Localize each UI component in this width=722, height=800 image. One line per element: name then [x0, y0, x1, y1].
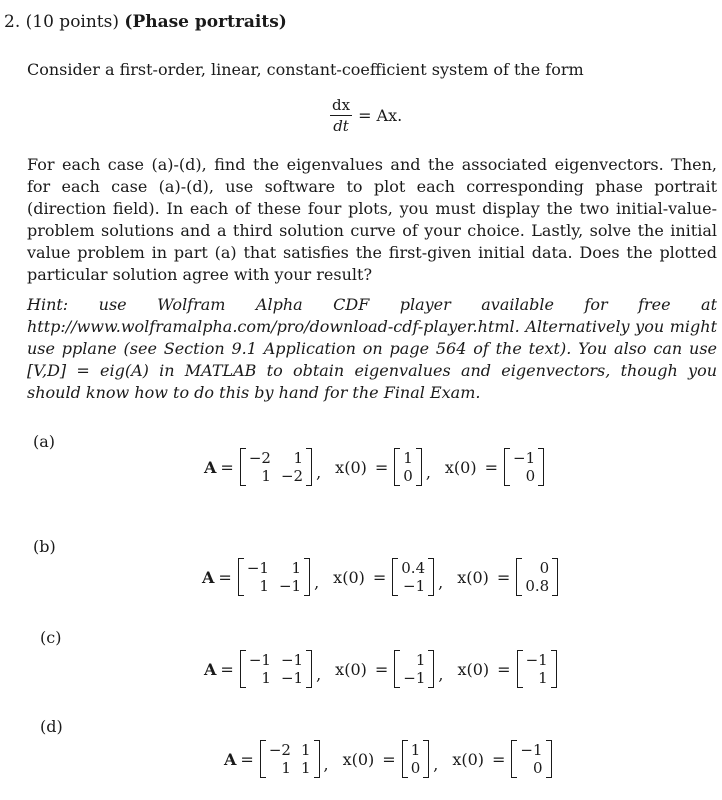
comma: ,	[438, 665, 444, 684]
hint-paragraph: Hint: use Wolfram Alpha CDF player available for free at http://www.wolframalpha.com/pro/download-cdf-player.html. Alternatively you might use pplane (see Section 9.1 Application on page 564 of the text). You also can use [V,D] = eig(A) in MATLAB to obtain eigenvalues and eigenvectors, though you should know how to do this by hand for the Final Exam.	[27, 295, 717, 402]
matrix-entry: −1	[246, 559, 269, 577]
matrix-entry: 1	[300, 759, 311, 777]
initial-vector-1	[392, 558, 434, 596]
system-formula	[330, 96, 402, 135]
equals-sign: =	[220, 457, 234, 477]
comma: ,	[438, 573, 444, 592]
matrix-entry: 1	[291, 559, 302, 577]
vector-entry: 0.8	[525, 577, 550, 595]
equals-sign: =	[382, 749, 396, 769]
equals-sign: =	[372, 567, 387, 587]
vector-entry: −1	[525, 651, 548, 669]
initial-value-symbol: x(0)	[444, 457, 477, 477]
vector-entry: 1	[415, 651, 426, 669]
initial-value-symbol: x(0)	[333, 567, 365, 587]
equals-sign: =	[374, 457, 389, 477]
equals-sign: =	[497, 659, 511, 679]
comma: ,	[323, 755, 329, 774]
equals-sign: =	[218, 567, 232, 587]
case-label-c: (c)	[40, 628, 62, 647]
fraction-numerator: dx	[332, 96, 351, 114]
vector-entry: 0	[533, 759, 543, 777]
equals-sign: =	[492, 749, 506, 769]
case-label-b: (b)	[33, 537, 56, 556]
matrix-symbol: A	[204, 457, 217, 477]
matrix-a	[240, 650, 312, 688]
matrix-entry: 1	[281, 759, 291, 777]
comma: ,	[433, 755, 439, 774]
matrix-symbol: A	[202, 567, 215, 587]
initial-value-symbol: x(0)	[335, 457, 367, 477]
case-label-d: (d)	[40, 717, 63, 736]
comma: ,	[314, 573, 320, 592]
matrix-entry: 1	[261, 669, 271, 687]
equals-sign: =	[374, 659, 389, 679]
matrix-entry: −1	[248, 651, 271, 669]
case-c-equations	[204, 650, 557, 688]
problem-heading	[4, 12, 287, 32]
equals-sign: =	[496, 567, 511, 587]
equals-sign: =	[220, 659, 234, 679]
instructions-paragraph: For each case (a)-(d), find the eigenvalues and the associated eigenvectors. Then, for each case (a)-(d), use software to plot each corresponding phase portrait (direction field). In each of these four plots, you must display the two initial-value-problem solutions and a third solution curve of your choice. Lastly, solve the initial value problem in part (a) that satisfies the first-given initial data. Does the plotted particular solution agree with your result?	[27, 155, 717, 284]
vector-entry: 1	[538, 669, 548, 687]
matrix-entry: 1	[300, 741, 311, 759]
comma: ,	[425, 463, 431, 482]
vector-entry: 0	[410, 759, 421, 777]
comma: ,	[316, 463, 322, 482]
initial-vector-1	[394, 448, 422, 486]
matrix-entry: 1	[293, 449, 304, 467]
matrix-entry: −1	[278, 577, 302, 595]
initial-value-symbol: x(0)	[457, 567, 489, 587]
matrix-entry: 1	[261, 467, 271, 485]
equals-sign: =	[240, 749, 254, 769]
equals-sign: =	[484, 457, 498, 477]
matrix-a	[238, 558, 310, 596]
vector-entry: 1	[410, 741, 421, 759]
initial-value-symbol: x(0)	[452, 749, 485, 769]
vector-entry: 1	[403, 449, 413, 467]
initial-vector-2	[516, 558, 558, 596]
matrix-entry: −2	[248, 449, 271, 467]
matrix-entry: −1	[280, 669, 304, 687]
matrix-entry: 1	[259, 577, 269, 595]
problem-number: 2.	[4, 12, 21, 32]
matrix-symbol: A	[204, 659, 217, 679]
initial-vector-2	[517, 650, 557, 688]
comma: ,	[316, 665, 322, 684]
problem-title: (Phase portraits)	[124, 12, 287, 32]
case-label-a: (a)	[33, 432, 56, 451]
derivative-fraction	[330, 96, 352, 135]
intro-text: Consider a first-order, linear, constant-coefficient system of the form	[27, 60, 584, 79]
vector-entry: 0	[539, 559, 550, 577]
vector-entry: 0.4	[401, 559, 426, 577]
vector-entry: −1	[520, 741, 543, 759]
initial-value-symbol: x(0)	[342, 749, 375, 769]
initial-vector-1	[394, 650, 434, 688]
vector-entry: 0	[525, 467, 536, 485]
vector-entry: 0	[403, 467, 413, 485]
matrix-entry: −2	[280, 467, 304, 485]
formula-rhs: = Ax.	[358, 106, 403, 125]
vector-entry: −1	[403, 577, 426, 595]
initial-vector-1	[402, 740, 430, 778]
initial-vector-2	[504, 448, 544, 486]
matrix-entry: −2	[268, 741, 291, 759]
vector-entry: −1	[403, 669, 426, 687]
fraction-denominator: dt	[333, 117, 349, 135]
matrix-a	[240, 448, 312, 486]
initial-vector-2	[511, 740, 551, 778]
initial-value-symbol: x(0)	[335, 659, 367, 679]
case-a-equations	[204, 448, 544, 486]
problem-points: (10 points)	[25, 12, 119, 32]
case-d-equations	[224, 740, 552, 778]
initial-value-symbol: x(0)	[457, 659, 490, 679]
vector-entry: −1	[513, 449, 536, 467]
case-b-equations	[202, 558, 558, 596]
matrix-entry: −1	[280, 651, 304, 669]
matrix-symbol: A	[224, 749, 237, 769]
matrix-a	[260, 740, 320, 778]
